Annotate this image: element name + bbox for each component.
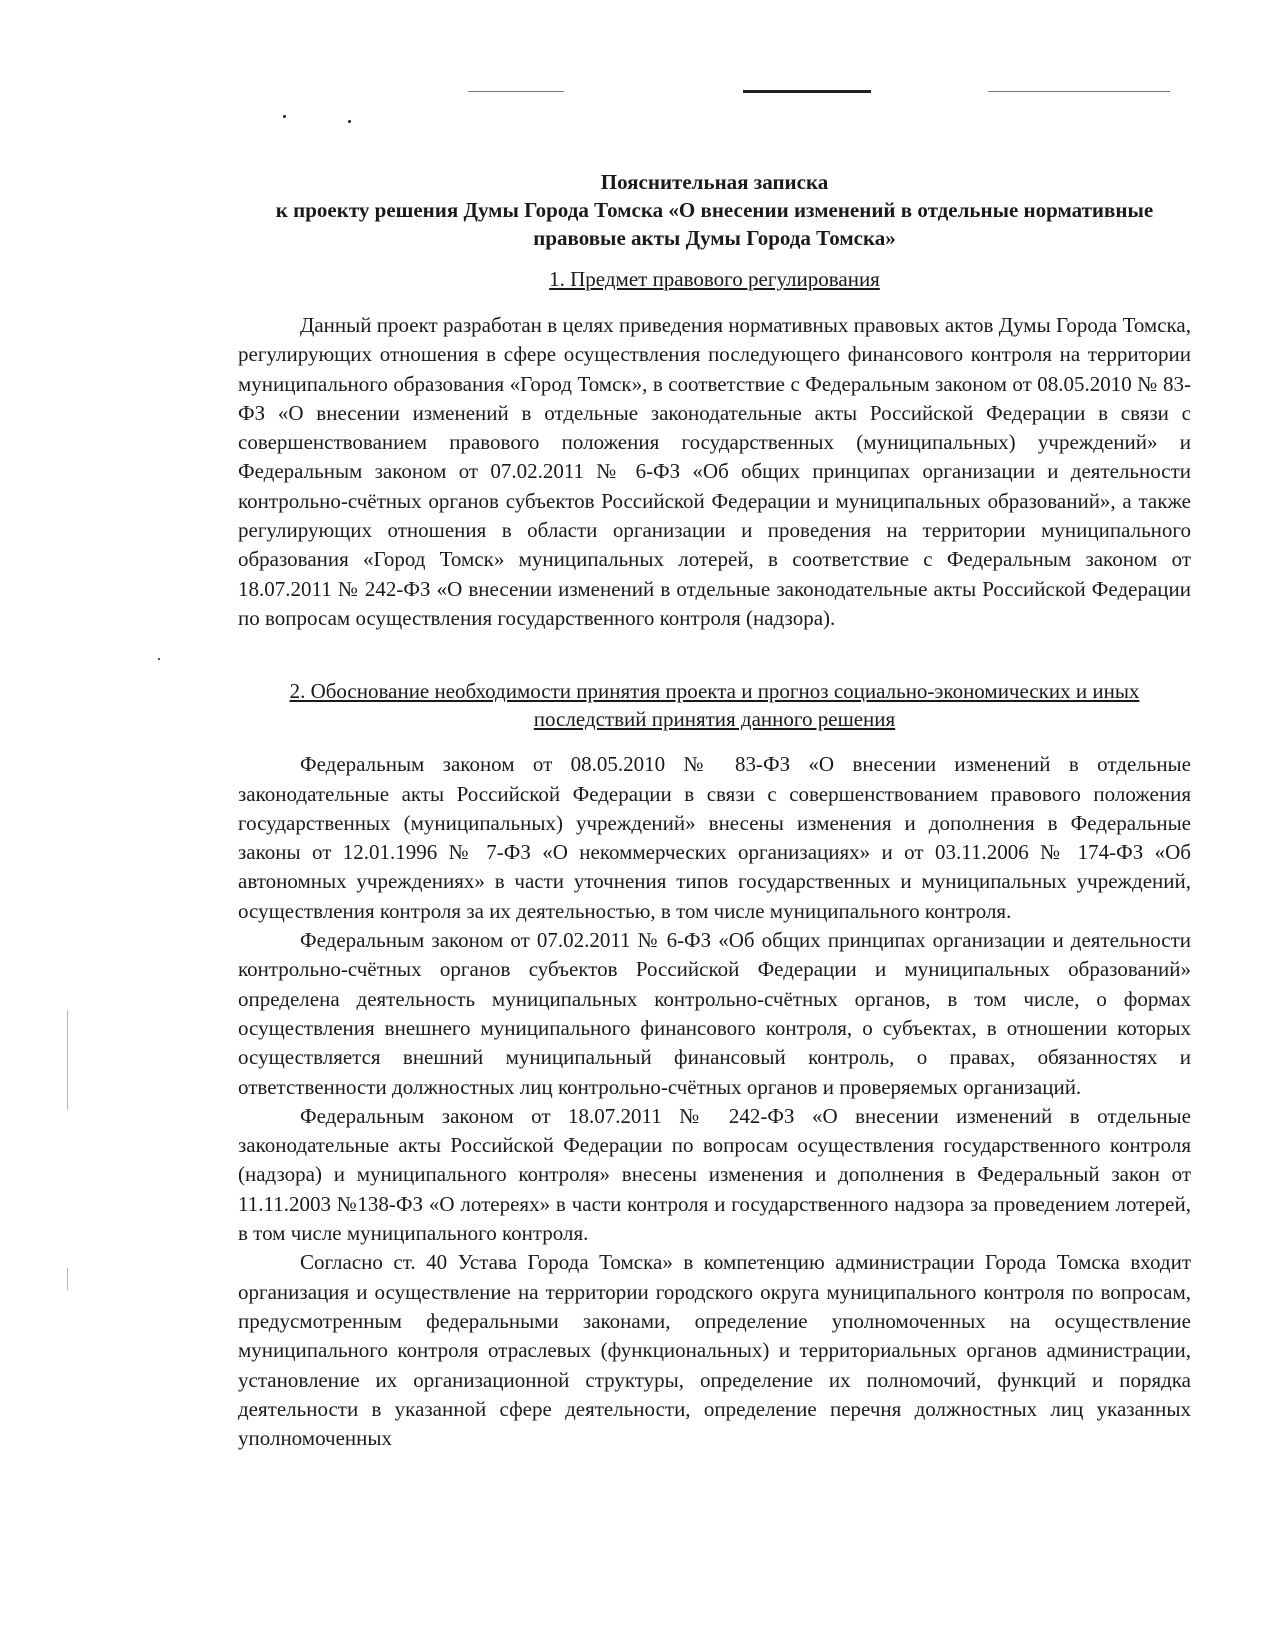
- scan-line-center: [743, 90, 871, 93]
- section-2-paragraph-4: Согласно ст. 40 Устава Города Томска» в компетенцию администрации Города Томска входит организация и осуществление на территории городского округа муниципального контроля по вопросам, предусмотренным федеральными законами, определение уполномоченных на осуществление муниципального контроля отраслевых (функциональных) и территориальных органов администрации, установление их организационной структуры, определение их полномочий, функций и порядка деятельности в указанной сфере деятельности, определение перечня должностных лиц указанных уполномоченных: [238, 1250, 1191, 1451]
- margin-mark: [67, 1010, 68, 1110]
- section-2-paragraph-1: Федеральным законом от 08.05.2010 № 83-ФЗ «О внесении изменений в отдельные законодательные акты Российской Федерации в связи с совершенствованием правового положения государственных (муниципальных) учреждений» внесены изменения и дополнения в Федеральные законы от 12.01.1996 № 7-ФЗ «О некоммерческих организациях» и от 03.11.2006 № 174-ФЗ «Об автономных учреждениях» в части уточнения типов государственных и муниципальных учреждений, осуществления контроля за их деятельностью, в том числе муниципального контроля.: [238, 752, 1191, 923]
- title-line-2: к проекту решения Думы Города Томска «О внесении изменений в отдельные нормативные правовые акты Думы Города Томска»: [275, 198, 1154, 250]
- section-2-heading: 2. Обоснование необходимости принятия проекта и прогноз социально-экономических и иных последствий принятия данного решения: [289, 679, 1140, 732]
- section-2-paragraph-3: Федеральным законом от 18.07.2011 № 242-ФЗ «О внесении изменений в отдельные законодательные акты Российской Федерации по вопросам осуществления государственного контроля (надзора) и муниципального контроля» внесены изменения и дополнения в Федеральный закон от 11.11.2003 №138-ФЗ «О лотереях» в части контроля и государственного надзора за проведением лотерей, в том числе муниципального контроля.: [238, 1103, 1191, 1246]
- scan-dot: [283, 115, 286, 118]
- scan-dot: [348, 120, 351, 123]
- document-page: [238, 168, 1191, 1453]
- document-title: [238, 168, 1191, 252]
- title-line-1: Пояснительная записка: [600, 170, 829, 194]
- scan-dot: [158, 658, 160, 660]
- section-1-heading: 1. Предмет правового регулирования: [549, 267, 880, 291]
- section-1-paragraph: Данный проект разработан в целях приведения нормативных правовых актов Думы Города Томска, регулирующих отношения в сфере осуществления последующего финансового контроля на территории муниципального образования «Город Томск», в соответствие с Федеральным законом от 08.05.2010 № 83-ФЗ «О внесении изменений в отдельные законодательные акты Российской Федерации в связи с совершенствованием правового положения государственных (муниципальных) учреждений» и Федеральным законом от 07.02.2011 № 6-ФЗ «Об общих принципах организации и деятельности контрольно-счётных органов субъектов Российской Федерации и муниципальных образований», а также регулирующих отношения в области организации и проведения на территории муниципального образования «Город Томск» муниципальных лотерей, в соответствие с Федеральным законом от 18.07.2011 № 242-ФЗ «О внесении изменений в отдельные законодательные акты Российской Федерации по вопросам осуществления государственного контроля (надзора).: [238, 313, 1191, 630]
- section-2-paragraph-2: Федеральным законом от 07.02.2011 № 6-ФЗ «Об общих принципах организации и деятельности контрольно-счётных органов субъектов Российской Федерации и муниципальных образований» определена деятельность муниципальных контрольно-счётных органов, в том числе, о формах осуществления внешнего муниципального финансового контроля, о субъектах, в отношении которых осуществляется внешний муниципальный финансовый контроль, о правах, обязанностях и ответственности должностных лиц контрольно-счётных органов и проверяемых организаций.: [238, 928, 1191, 1099]
- scan-line-right: [988, 91, 1170, 92]
- margin-mark: [67, 1268, 68, 1290]
- scan-line-left: [468, 91, 564, 92]
